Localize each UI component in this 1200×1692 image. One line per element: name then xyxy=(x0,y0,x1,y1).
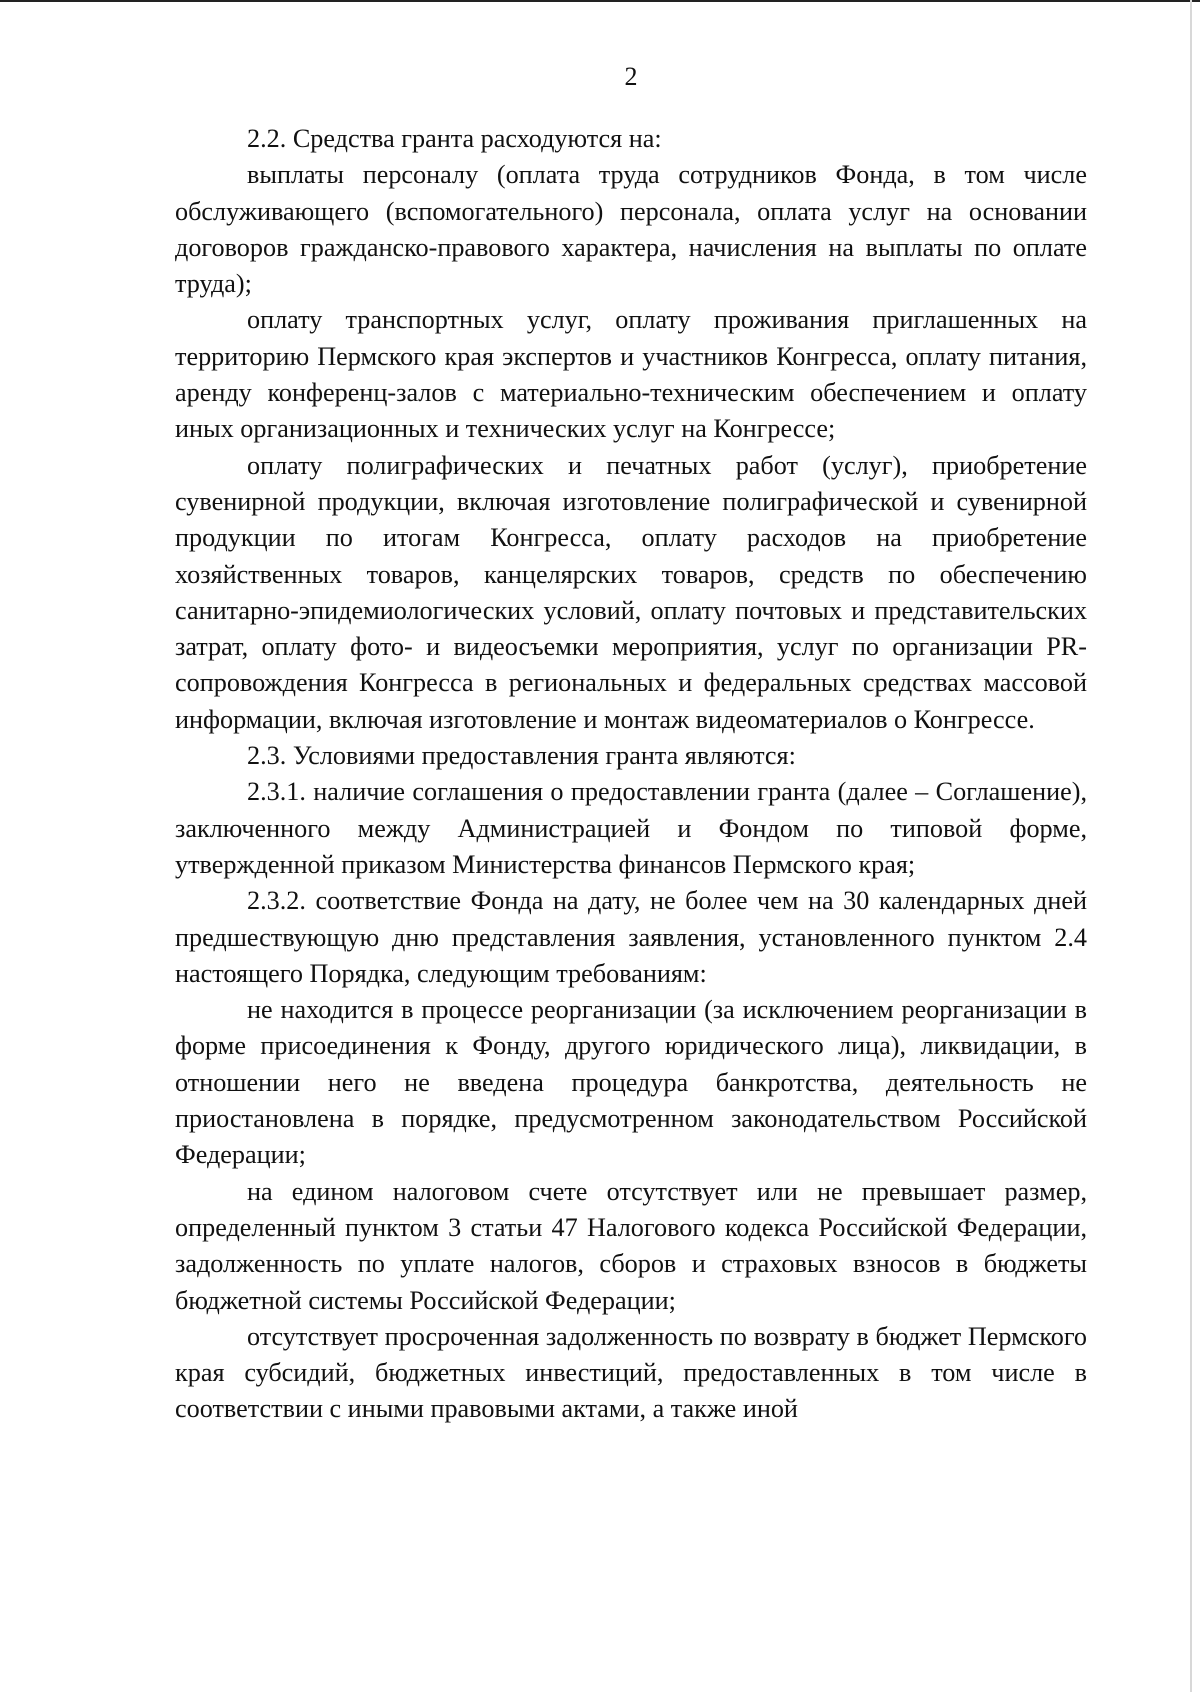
page-number: 2 xyxy=(624,62,638,91)
document-body xyxy=(175,121,1087,1428)
paragraph-2-2-heading: 2.2. Средства гранта расходуются на: xyxy=(247,124,662,153)
paragraph-transport-services: оплату транспортных услуг, оплату проживания приглашенных на территорию Пермского края экспертов и участников Конгресса, оплату питания, аренду конференц-залов с материально-техническим обеспечением и оплату иных организационных и технических услуг на Конгрессе; xyxy=(175,305,1087,444)
scan-border-right xyxy=(1190,0,1192,1692)
paragraph-overdue-debt: отсутствует просроченная задолженность по возврату в бюджет Пермского края субсидий, бюджетных инвестиций, предоставленных в том числе в соответствии с иными правовыми актами, а также иной xyxy=(175,1321,1087,1424)
paragraph-reorganization: не находится в процессе реорганизации (за исключением реорганизации в форме присоединения к Фонду, другого юридического лица), ликвидации, в отношении него не введена процедура банкротства, деятельность не приостановлена в порядке, предусмотренном законодательством Российской Федерации; xyxy=(175,995,1087,1170)
paragraph-staff-payments: выплаты персоналу (оплата труда сотрудников Фонда, в том числе обслуживающего (вспомогательного) персонала, оплата услуг на основании договоров гражданско-правового характера, начисления на выплаты по оплате труда); xyxy=(175,160,1087,299)
scan-border-top xyxy=(0,0,1200,2)
paragraph-2-3-2: 2.3.2. соответствие Фонда на дату, не более чем на 30 календарных дней предшествующую дню представления заявления, установленного пунктом 2.4 настоящего Порядка, следующим требованиям: xyxy=(175,886,1087,988)
paragraph-tax-account: на едином налоговом счете отсутствует или не превышает размер, определенный пунктом 3 статьи 47 Налогового кодекса Российской Федерации, задолженность по уплате налогов, сборов и страховых взносов в бюджеты бюджетной системы Российской Федерации; xyxy=(175,1176,1087,1315)
paragraph-2-3-1: 2.3.1. наличие соглашения о предоставлении гранта (далее – Соглашение), заключенного между Администрацией и Фондом по типовой форме, утвержденной приказом Министерства финансов Пермского края; xyxy=(175,777,1087,879)
paragraph-printing-services: оплату полиграфических и печатных работ (услуг), приобретение сувенирной продукции, включая изготовление полиграфической и сувенирной продукции по итогам Конгресса, оплату расходов на приобретение хозяйственных товаров, канцелярских товаров, средств по обеспечению санитарно-эпидемиологических условий, оплату почтовых и представительских затрат, оплату фото- и видеосъемки мероприятия, услуг по организации PR-сопровождения Конгресса в региональных и федеральных средствах массовой информации, включая изготовление и монтаж видеоматериалов о Конгрессе. xyxy=(175,450,1087,734)
paragraph-2-3-heading: 2.3. Условиями предоставления гранта являются: xyxy=(247,741,796,771)
